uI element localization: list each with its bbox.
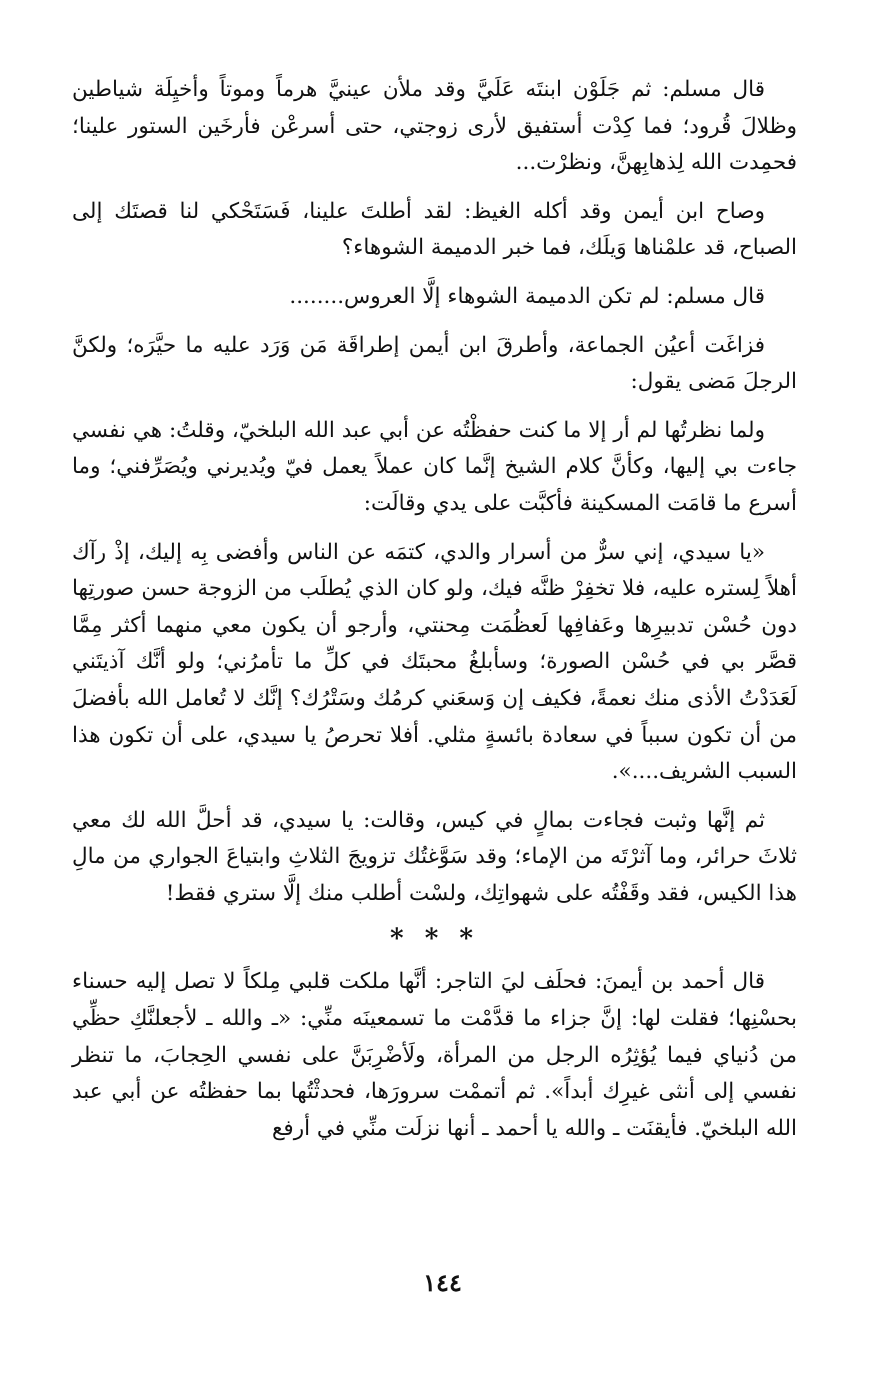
paragraph-bride-speech: «يا سيدي، إني سرٌّ من أسرار والدي، كتمَه عن الناس وأفضى بِه إليك، إذْ رآك أهلاً لِستره عليه، فلا تخفِرْ ظنَّه فيك، ولو كان الذي يُطلَب من الزوجة حسن صورتِها دون حُسْن تدبيرِها وعَفافِها لَعظُمَت مِحنتي، وأرجو أن يكون معي منهما أكثر مِمَّا قصَّر بي في حُسْن الصورة؛ وسأبلغُ محبتَك في كلِّ ما تأمرُني؛ ولو أنَّك آذيتَني لَعَدَدْتُ الأذى منك نعمةً، فكيف إن وَسعَني كرمُك وسَتْرُك؟ إنَّك لا تُعامل الله بأفضلَ من أن تكون سبباً في سعادة بائسةٍ مثلي. أفلا تحرصُ يا سيدي، على أن تكون هذا السبب الشريف....». <box>72 539 797 785</box>
paragraph-balkhi-recollection: ولما نظرتُها لم أر إلا ما كنت حفظْتُه عن أبي عبد الله البلخيّ، وقلتُ: هي نفسي جاءت بي إليها، وكأنَّ كلام الشيخ إنَّما كان عملاً يعمل فيّ ويُديرني ويُصَرِّفني؛ وما أسرع ما قامَت المسكينة فأكبَّت على يدي وقالَت: <box>72 417 797 516</box>
section-separator: * * * <box>390 924 479 955</box>
paragraph-ibn-ayman-interrupts: وصاح ابن أيمن وقد أكله الغيظ: لقد أطلتَ علينا، فَسَتَحْكي لنا قصتَك إلى الصباح، قد علمْناها وَيلَك، فما خبر الدميمة الشوهاء؟ <box>72 198 797 261</box>
paragraph-purse-of-money: ثم إنَّها وثبت فجاءت بمالٍ في كيس، وقالت: يا سيدي، قد أحلَّ الله لك معي ثلاثَ حرائر، وما آثرْتَه من الإماء؛ وقد سَوَّغتُك تزويجَ الثلاثِ وابتياعَ الجواري من مالِ هذا الكيس، فقد وقَفْتُه على شهواتِك، ولسْت أطلب منك إلَّا ستري فقط! <box>72 807 797 906</box>
paragraph-bride-revealed: قال مسلم: لم تكن الدميمة الشوهاء إلَّا العروس........ <box>289 283 765 309</box>
book-page-body <box>72 72 797 1159</box>
paragraph-gathering-astonished: فزاغَت أعيُن الجماعة، وأطرقَ ابن أيمن إطراقَة مَن وَرَد عليه ما حيَّرَه؛ ولكنَّ الرجلَ مَضى يقول: <box>72 332 797 395</box>
paragraph-ahmad-ibn-ayman: قال أحمد بن أيمنَ: فحلَف ليَ التاجر: أنَّها ملكت قلبي مِلكاً لا تصل إليه حسناء بحسْنِها؛ فقلت لها: إنَّ جزاء ما قدَّمْت ما تسمعينَه منِّي: «ـ والله ـ لأجعلنَّكِ حظِّي من دُنياي فيما يُؤثِرُه الرجل من المرأة، ولَأضْرِبَنَّ على نفسي الحِجابَ، ما تنظر نفسي إلى أنثى غيرِك أبداً». ثم أتممْت سرورَها، فحدثْتُها بما حفظتُه عن أبي عبد الله البلخيّ. فأيقنَت ـ والله يا أحمد ـ أنها نزلَت منِّي في أرفع <box>72 969 797 1141</box>
page-number: ١٤٤ <box>423 1268 462 1297</box>
paragraph-muslim-wedding: قال مسلم: ثم جَلَوْن ابنتَه عَلَيَّ وقد ملأن عينيَّ هرماً وموتاً وأخيِلَة شياطين وظلالَ قُرود؛ فما كِدْت أستفيق لأرى زوجتي، حتى أسرعْن فأرخَين الستور علينا؛ فحمِدت الله لِذهابِهنَّ، ونظرْت... <box>72 77 797 176</box>
